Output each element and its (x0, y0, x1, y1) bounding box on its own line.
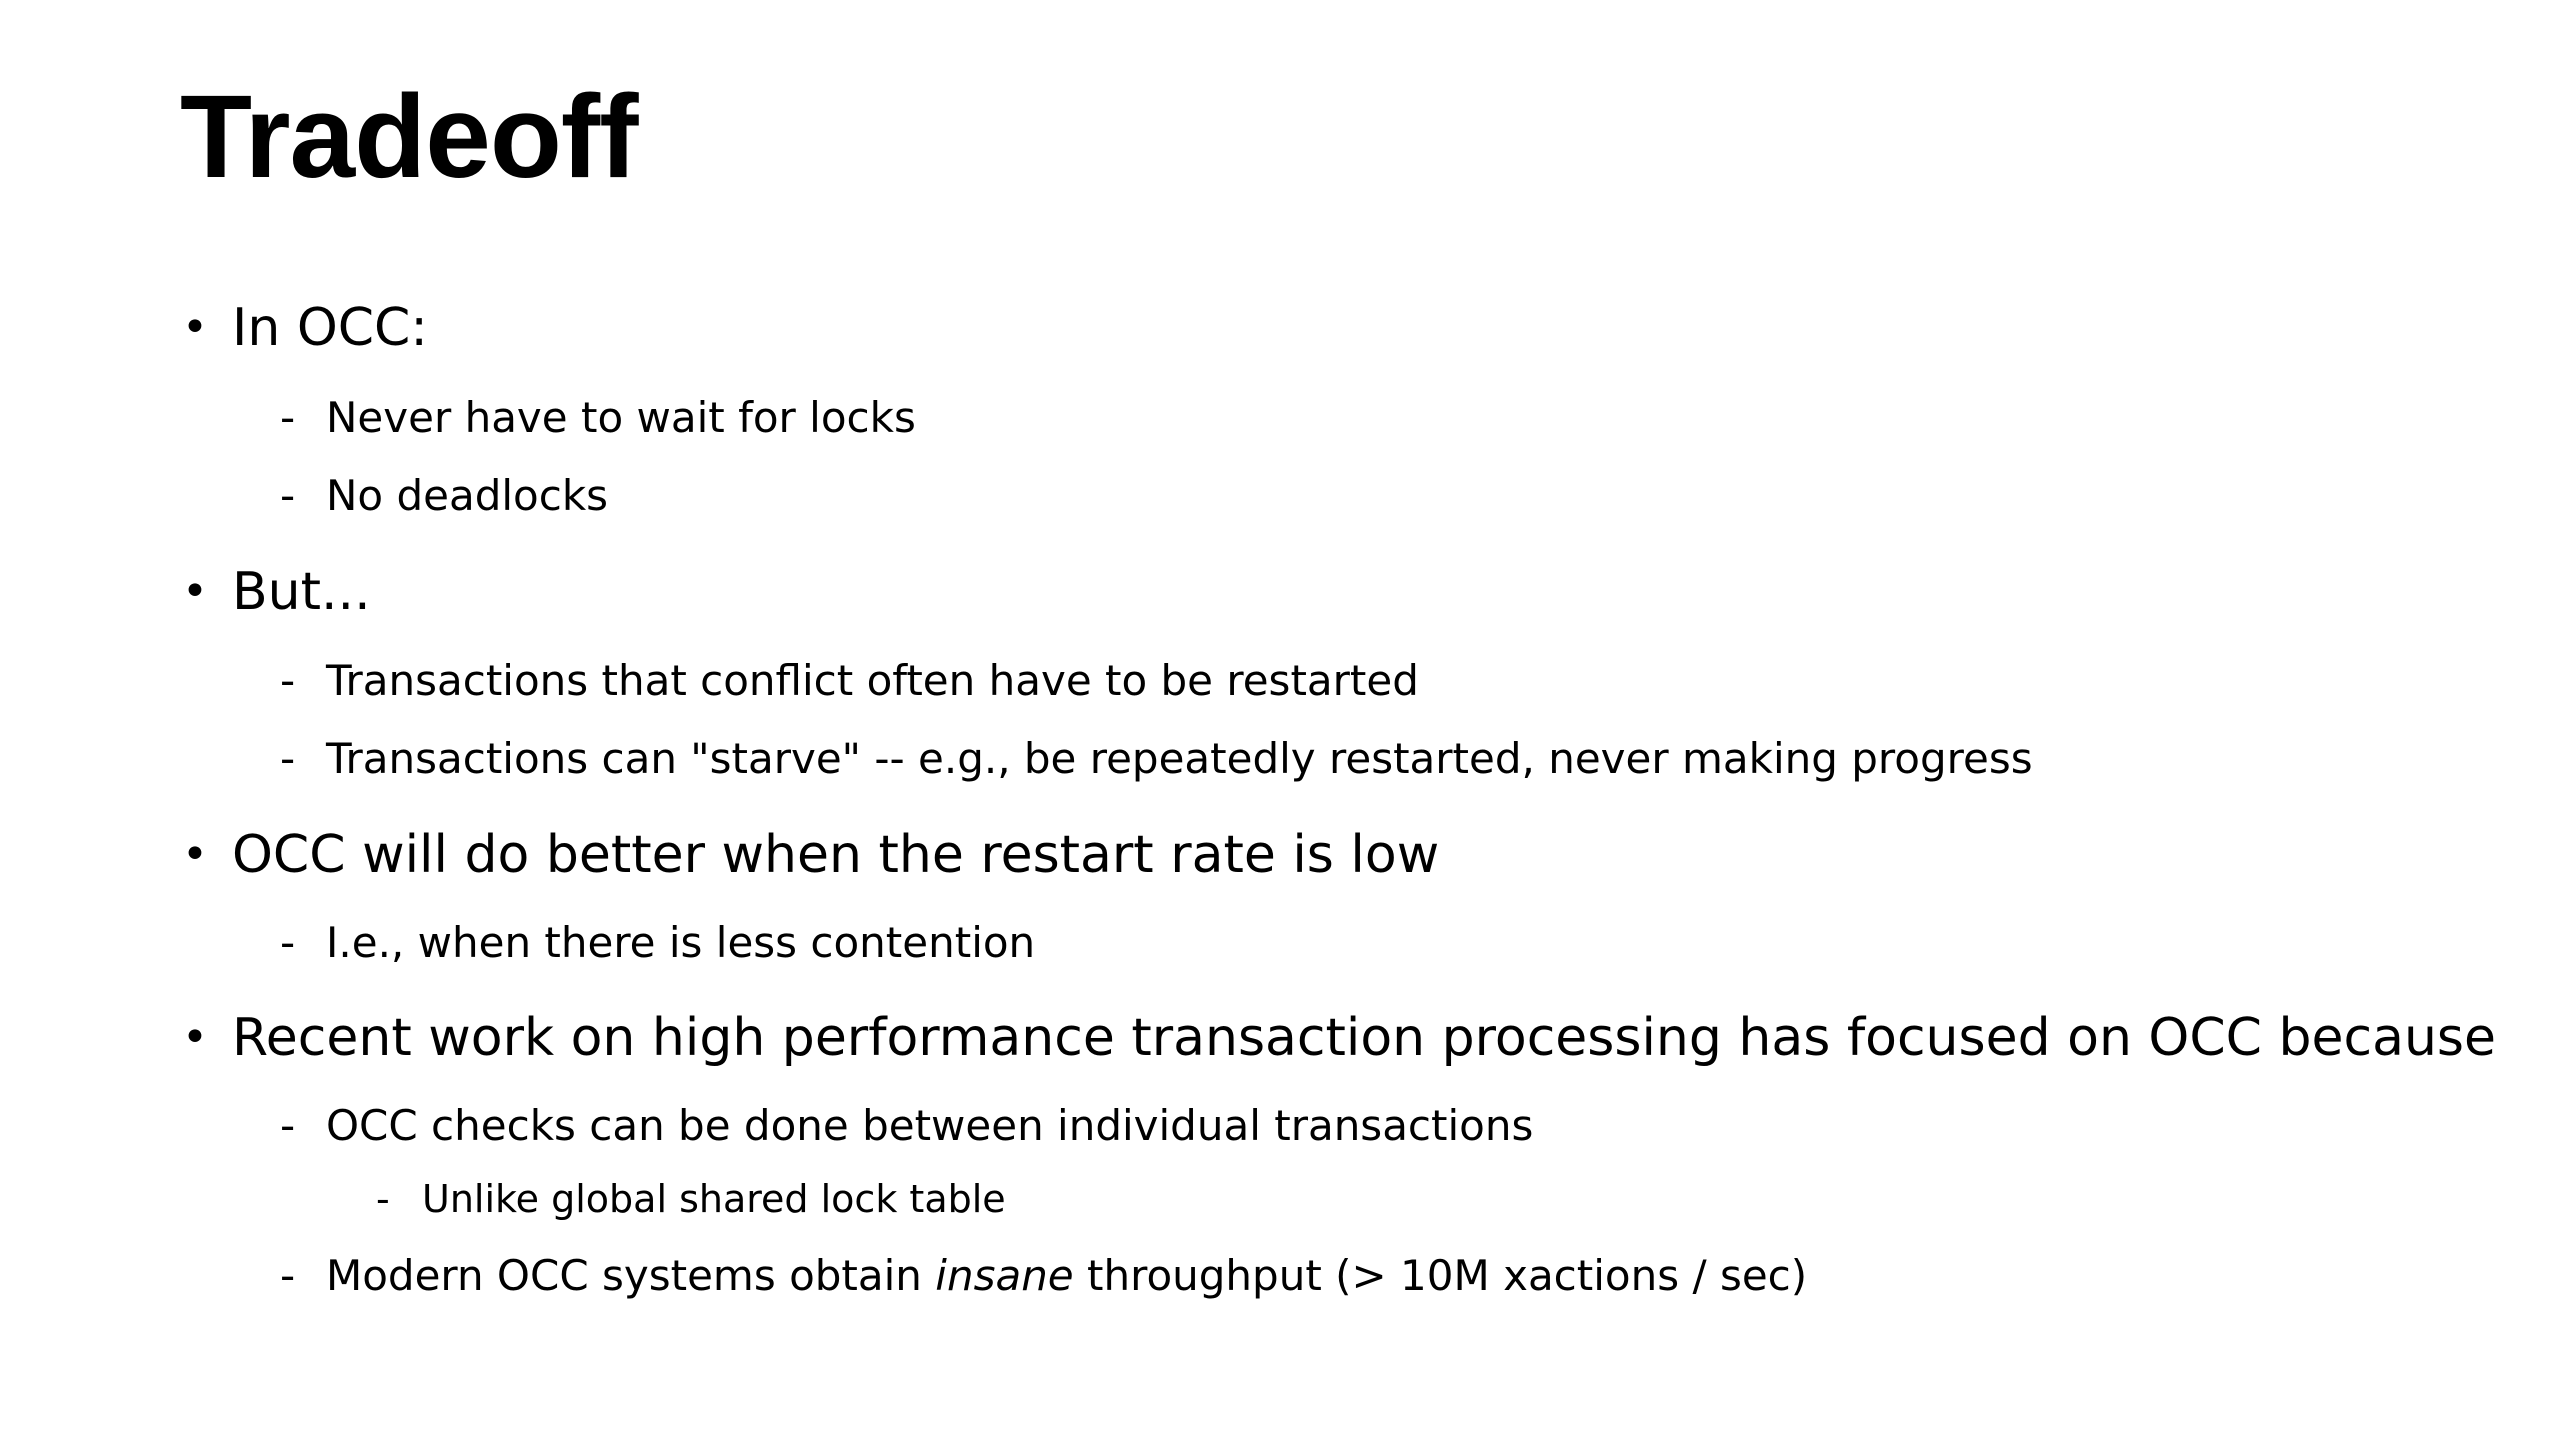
dash-marker: - (280, 656, 296, 705)
bullet-text: But... (232, 562, 371, 622)
sub-point-text (326, 1250, 1807, 1302)
text-after-emphasis: throughput (> 10M xactions / sec) (1073, 1251, 1808, 1300)
emphasized-word: insane (935, 1251, 1074, 1300)
dash-marker: - (376, 1177, 390, 1221)
nested-point-text: Unlike global shared lock table (422, 1177, 1006, 1221)
bullet-marker: • (182, 829, 208, 880)
sub-point-text: No deadlocks (326, 471, 609, 520)
bullet-text: OCC will do better when the restart rate is low (232, 825, 1440, 885)
dash-marker: - (280, 734, 296, 783)
bullet-text: In OCC: (232, 298, 428, 358)
sub-point-text: I.e., when there is less contention (326, 918, 1036, 967)
bullet-text: Recent work on high performance transaction processing has focused on OCC because (232, 1008, 2497, 1068)
dash-marker: - (280, 471, 296, 520)
dash-marker: - (280, 1251, 296, 1300)
sub-point-text: Never have to wait for locks (326, 393, 916, 442)
sub-point-text: Transactions that conflict often have to be restarted (326, 656, 1419, 705)
bullet-marker: • (182, 302, 208, 353)
sub-point-text: Transactions can "starve" -- e.g., be repeatedly restarted, never making progress (326, 734, 2033, 783)
bullet-marker: • (182, 566, 208, 617)
dash-marker: - (280, 1101, 296, 1150)
dash-marker: - (280, 918, 296, 967)
bullet-marker: • (182, 1012, 208, 1063)
dash-marker: - (280, 393, 296, 442)
slide-title: Tradeoff (180, 71, 638, 203)
sub-point-text: OCC checks can be done between individual transactions (326, 1101, 1534, 1150)
text-before-emphasis: Modern OCC systems obtain (326, 1251, 936, 1300)
